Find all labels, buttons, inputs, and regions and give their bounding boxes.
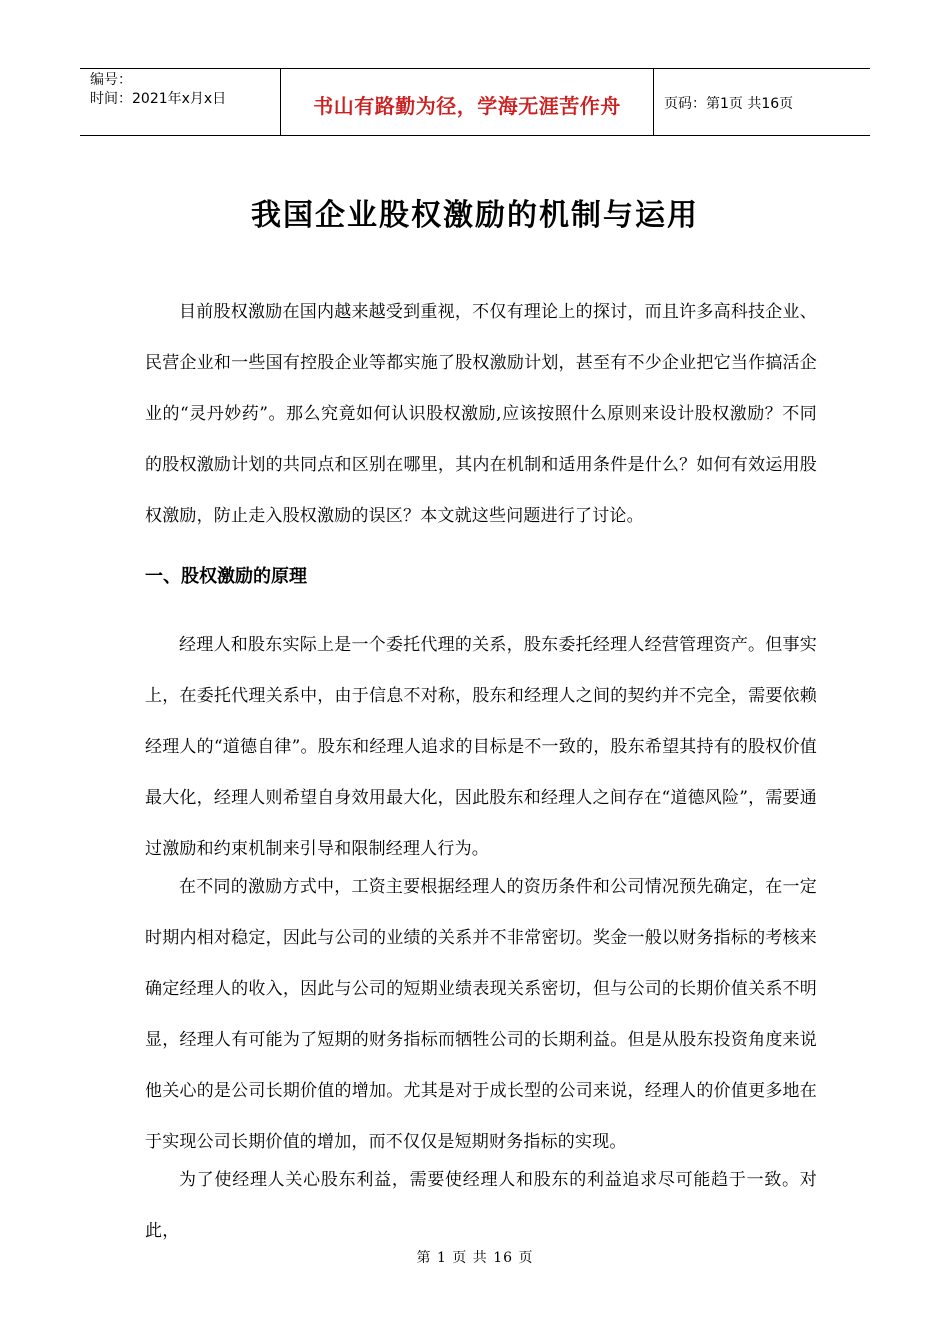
body-paragraph-2: 在不同的激励方式中，工资主要根据经理人的资历条件和公司情况预先确定，在一定时期内相对稳定，因此与公司的业绩的关系并不非常密切。奖金一般以财务指标的考核来确定经理人的收入，因此与公司的短期业绩表现关系密切，但与公司的长期价值关系不明显，经理人有可能为了短期的财务指标而牺牲公司的长期利益。但是从股东投资角度来说他关心的是公司长期价值的增加。尤其是对于成长型的公司来说，经理人的价值更多地在于实现公司长期价值的增加，而不仅仅是短期财务指标的实现。 [145, 877, 817, 1152]
header-page-cell [654, 69, 870, 135]
document-title: 我国企业股权激励的机制与运用 [251, 198, 699, 233]
intro-paragraph: 目前股权激励在国内越来越受到重视，不仅有理论上的探讨，而且许多高科技企业、民营企业和一些国有控股企业等都实施了股权激励计划，甚至有不少企业把它当作搞活企业的“灵丹妙药”。那么究竟如何认识股权激励,应该按照什么原则来设计股权激励？不同的股权激励计划的共同点和区别在哪里，其内在机制和适用条件是什么？如何有效运用股权激励，防止走入股权激励的误区？本文就这些问题进行了讨论。 [145, 302, 817, 526]
header-page-info: 页码：第1页 共16页 [664, 96, 794, 112]
document-number-label: 编号： [90, 72, 132, 88]
header-meta-cell [80, 69, 281, 135]
body-paragraph-1: 经理人和股东实际上是一个委托代理的关系，股东委托经理人经营管理资产。但事实上，在委托代理关系中，由于信息不对称，股东和经理人之间的契约并不完全，需要依赖经理人的“道德自律”。股东和经理人追求的目标是不一致的，股东希望其持有的股权价值最大化，经理人则希望自身效用最大化，因此股东和经理人之间存在“道德风险”，需要通过激励和约束机制来引导和限制经理人行为。 [145, 635, 817, 859]
header-motto: 书山有路勤为径，学海无涯苦作舟 [313, 93, 621, 118]
section-heading-principle: 一、股权激励的原理 [145, 566, 307, 587]
header-motto-cell [281, 69, 654, 135]
document-header [80, 68, 870, 136]
document-date-label: 时间：2021年x月x日 [90, 91, 227, 107]
page-footer: 第 1 页 共 16 页 [416, 1250, 534, 1266]
body-paragraph-3: 为了使经理人关心股东利益，需要使经理人和股东的利益追求尽可能趋于一致。对此， [145, 1170, 817, 1241]
